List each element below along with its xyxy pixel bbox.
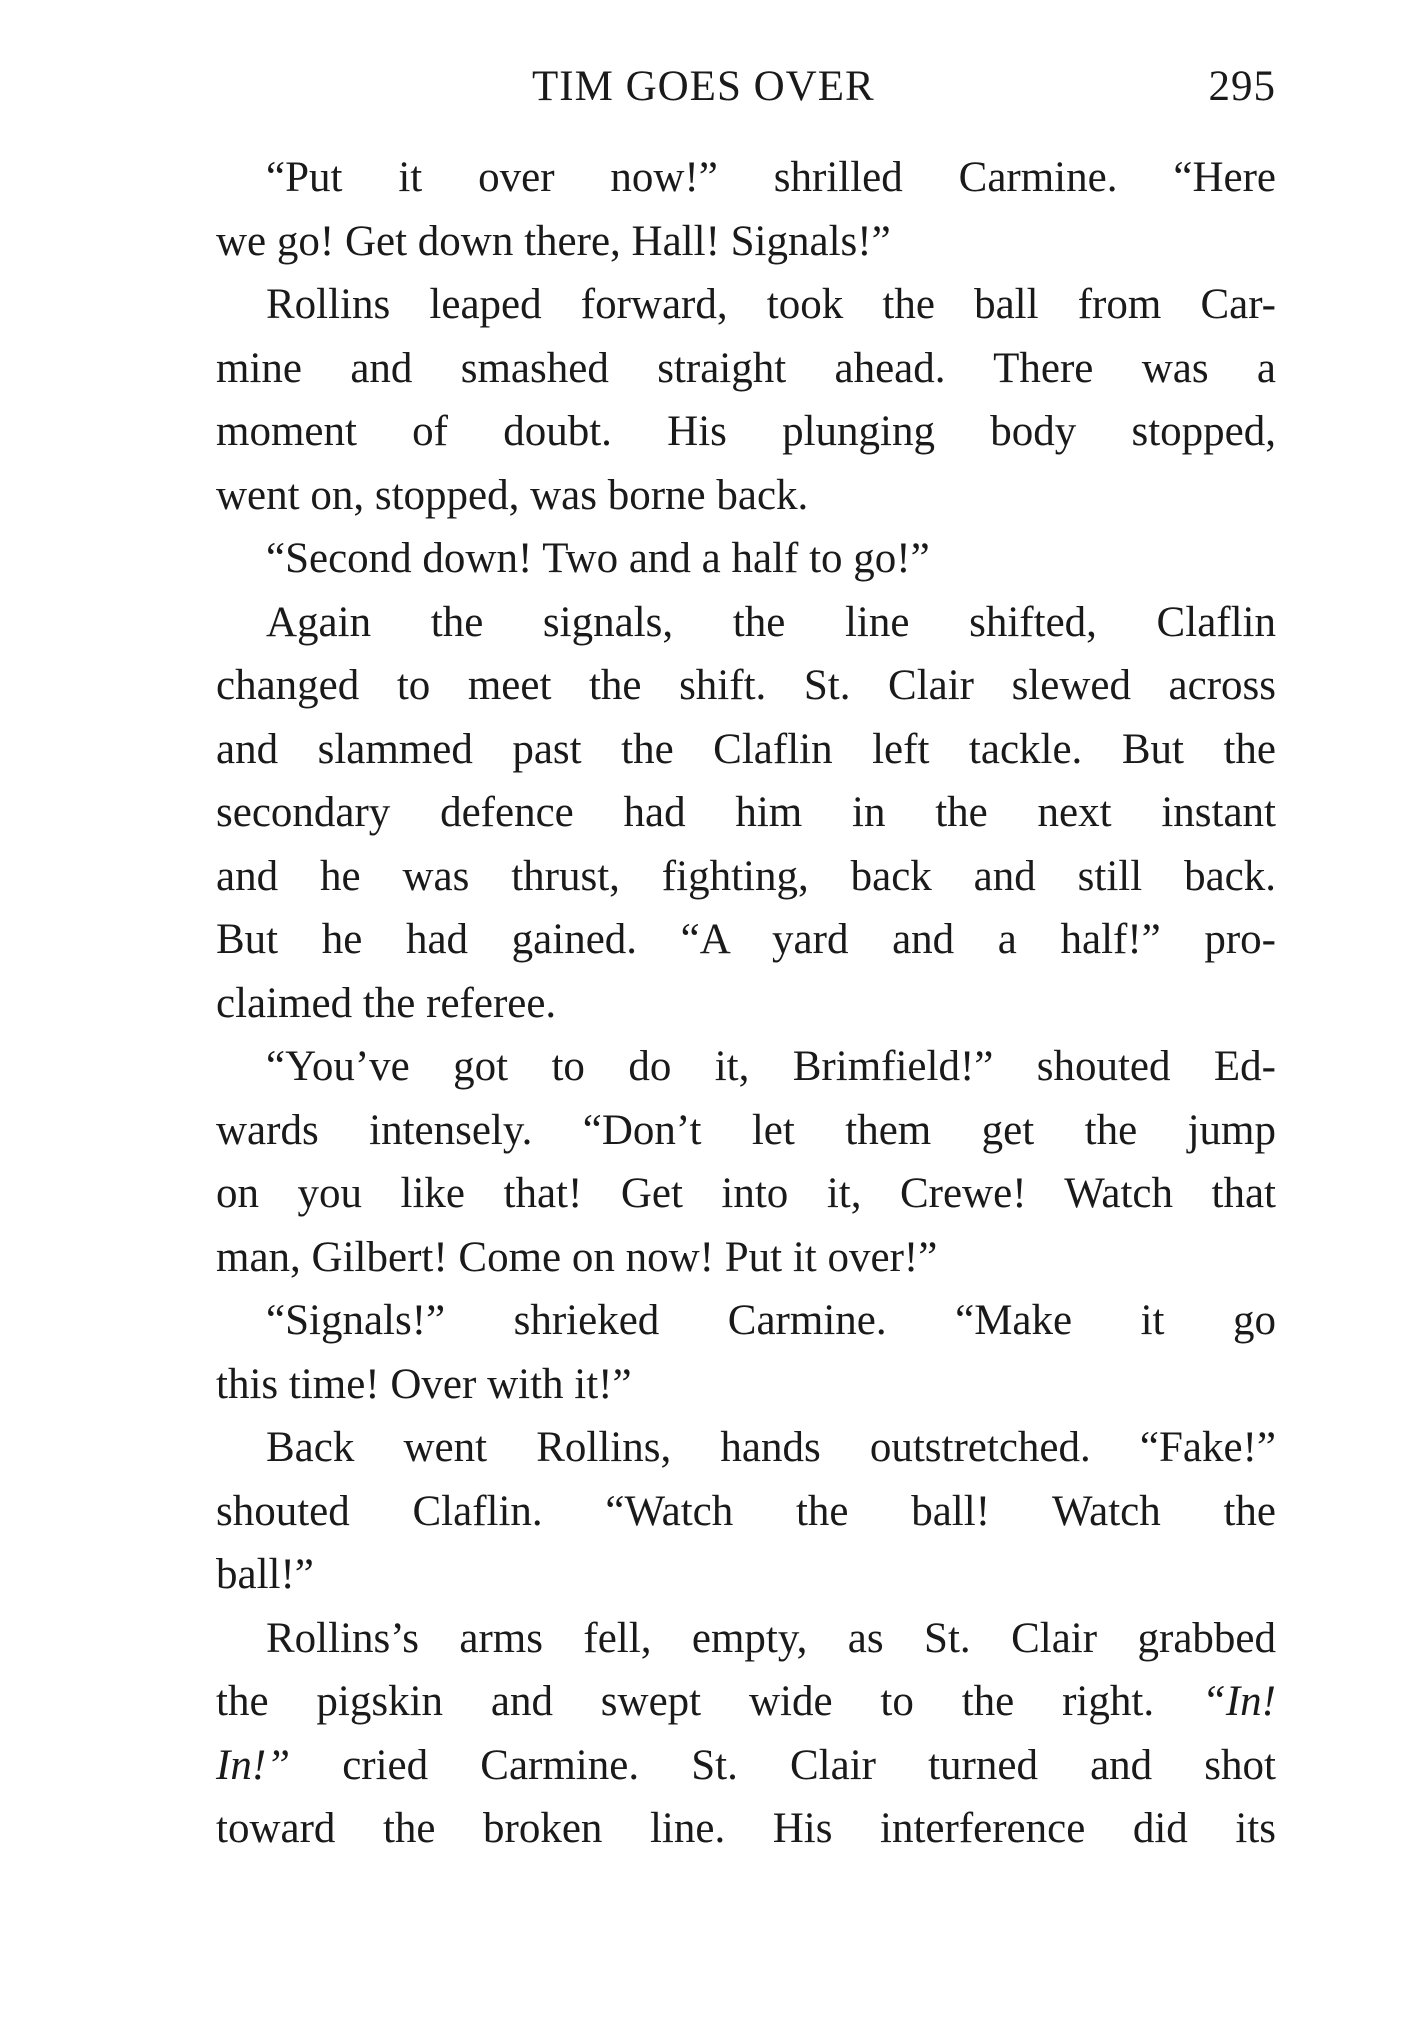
text-line: toward the broken line. His interference did its — [216, 1805, 1276, 1852]
text-line: “Second down! Two and a half to go!” — [266, 535, 930, 582]
text-line: man, Gilbert! Come on now! Put it over!” — [216, 1233, 938, 1281]
text-line: Rollins leaped forward, took the ball from Car- — [266, 281, 1276, 328]
text-line: “Put it over now!” shrilled Carmine. “Here — [266, 154, 1276, 201]
text-line: moment of doubt. His plunging body stopped, — [216, 408, 1276, 455]
text-line: the pigskin and swept wide to the right. “In! — [216, 1678, 1276, 1725]
text-line: ball!” — [216, 1551, 314, 1598]
page-number: 295 — [1208, 63, 1276, 110]
running-title: TIM GOES OVER — [532, 63, 875, 110]
text-line: went on, stopped, was borne back. — [216, 471, 809, 519]
text-line: Rollins’s arms fell, empty, as St. Clair grabbed — [266, 1614, 1276, 1662]
text-line: “You’ve got to do it, Brimfield!” shouted Ed- — [266, 1043, 1276, 1090]
text-line: shouted Claflin. “Watch the ball! Watch the — [216, 1487, 1276, 1535]
text-line: on you like that! Get into it, Crewe! Watch that — [216, 1170, 1276, 1217]
italic-text: “In! — [1201, 1678, 1276, 1725]
text-line: secondary defence had him in the next instant — [216, 789, 1276, 836]
text-line: we go! Get down there, Hall! Signals!” — [216, 217, 891, 265]
text-line: and he was thrust, fighting, back and still back. — [216, 852, 1276, 900]
text-line: this time! Over with it!” — [216, 1360, 632, 1408]
text-line: Back went Rollins, hands outstretched. “Fake!” — [266, 1424, 1276, 1471]
text-line: Again the signals, the line shifted, Claflin — [266, 598, 1276, 646]
text-line: and slammed past the Claflin left tackle. But the — [216, 725, 1276, 773]
text-line: “Signals!” shrieked Carmine. “Make it go — [266, 1297, 1276, 1344]
page-body-text — [216, 146, 1276, 1861]
text-line: mine and smashed straight ahead. There was a — [216, 344, 1276, 392]
text-line: In!” cried Carmine. St. Clair turned and shot — [216, 1741, 1276, 1789]
text-line: claimed the referee. — [216, 979, 557, 1027]
italic-text: In!” — [216, 1741, 291, 1789]
text-line: But he had gained. “A yard and a half!” pro- — [216, 916, 1276, 963]
book-page — [216, 0, 1276, 2040]
running-header — [216, 62, 1276, 122]
text-line: wards intensely. “Don’t let them get the jump — [216, 1106, 1276, 1154]
text-line: changed to meet the shift. St. Clair slewed across — [216, 662, 1276, 709]
